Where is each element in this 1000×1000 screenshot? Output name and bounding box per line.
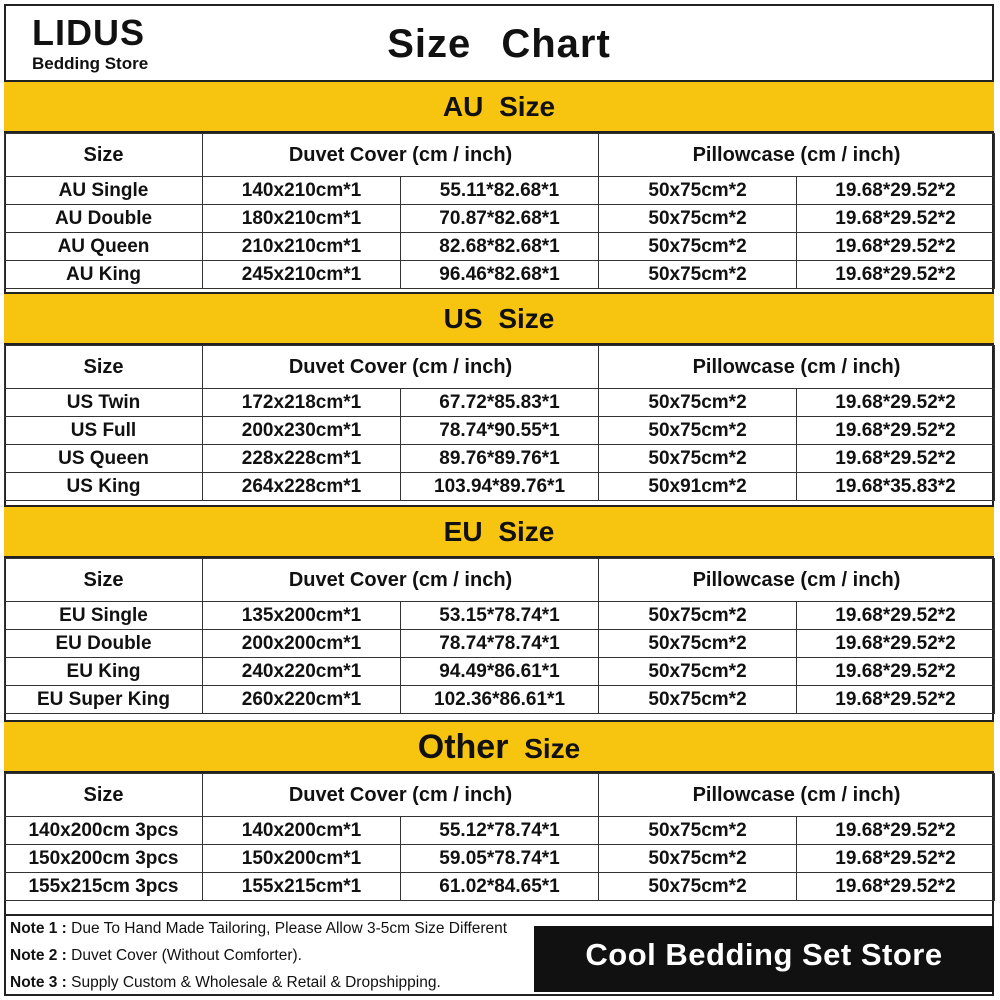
pillowcase-inch: 19.68*29.52*2 xyxy=(797,630,995,658)
table-row xyxy=(5,417,995,445)
duvet-inch: 96.46*82.68*1 xyxy=(401,261,599,289)
table-row xyxy=(5,389,995,417)
table-row xyxy=(5,873,995,901)
pillowcase-inch: 19.68*29.52*2 xyxy=(797,261,995,289)
size-name: AU Double xyxy=(5,205,203,233)
column-header-pillowcase: Pillowcase (cm / inch) xyxy=(599,774,995,817)
size-table xyxy=(4,345,995,501)
column-header-size: Size xyxy=(5,559,203,602)
table-row xyxy=(5,473,995,501)
pillowcase-cm: 50x91cm*2 xyxy=(599,473,797,501)
column-header-duvet: Duvet Cover (cm / inch) xyxy=(203,559,599,602)
pillowcase-cm: 50x75cm*2 xyxy=(599,845,797,873)
section-label: Size xyxy=(499,91,556,122)
table-row xyxy=(5,630,995,658)
column-header-duvet: Duvet Cover (cm / inch) xyxy=(203,134,599,177)
brand-name: LIDUS xyxy=(32,12,145,53)
pillowcase-inch: 19.68*29.52*2 xyxy=(797,602,995,630)
pillowcase-cm: 50x75cm*2 xyxy=(599,177,797,205)
promo-banner: Cool Bedding Set Store xyxy=(534,926,994,992)
size-name: US Full xyxy=(5,417,203,445)
duvet-inch: 55.11*82.68*1 xyxy=(401,177,599,205)
duvet-inch: 89.76*89.76*1 xyxy=(401,445,599,473)
duvet-inch: 78.74*90.55*1 xyxy=(401,417,599,445)
duvet-cm: 228x228cm*1 xyxy=(203,445,401,473)
page-header xyxy=(4,4,994,80)
pillowcase-inch: 19.68*29.52*2 xyxy=(797,817,995,845)
table-row xyxy=(5,261,995,289)
column-header-duvet: Duvet Cover (cm / inch) xyxy=(203,774,599,817)
duvet-cm: 135x200cm*1 xyxy=(203,602,401,630)
column-header-size: Size xyxy=(5,346,203,389)
size-section xyxy=(4,505,994,714)
duvet-inch: 78.74*78.74*1 xyxy=(401,630,599,658)
pillowcase-inch: 19.68*29.52*2 xyxy=(797,658,995,686)
duvet-inch: 94.49*86.61*1 xyxy=(401,658,599,686)
column-header-pillowcase: Pillowcase (cm / inch) xyxy=(599,559,995,602)
pillowcase-cm: 50x75cm*2 xyxy=(599,630,797,658)
size-name: US King xyxy=(5,473,203,501)
table-row xyxy=(5,177,995,205)
column-header-size: Size xyxy=(5,134,203,177)
table-row xyxy=(5,817,995,845)
section-region: US xyxy=(443,303,483,334)
duvet-inch: 70.87*82.68*1 xyxy=(401,205,599,233)
duvet-cm: 200x200cm*1 xyxy=(203,630,401,658)
pillowcase-inch: 19.68*29.52*2 xyxy=(797,233,995,261)
duvet-inch: 103.94*89.76*1 xyxy=(401,473,599,501)
pillowcase-inch: 19.68*29.52*2 xyxy=(797,417,995,445)
size-name: 140x200cm 3pcs xyxy=(5,817,203,845)
table-header-row xyxy=(5,774,995,817)
pillowcase-cm: 50x75cm*2 xyxy=(599,205,797,233)
note-text: Due To Hand Made Tailoring, Please Allow 3-5cm Size Different xyxy=(71,920,508,937)
pillowcase-inch: 19.68*29.52*2 xyxy=(797,389,995,417)
table-row xyxy=(5,233,995,261)
duvet-cm: 264x228cm*1 xyxy=(203,473,401,501)
duvet-cm: 155x215cm*1 xyxy=(203,873,401,901)
duvet-cm: 180x210cm*1 xyxy=(203,205,401,233)
size-name: AU Queen xyxy=(5,233,203,261)
pillowcase-inch: 19.68*35.83*2 xyxy=(797,473,995,501)
duvet-cm: 240x220cm*1 xyxy=(203,658,401,686)
column-header-duvet: Duvet Cover (cm / inch) xyxy=(203,346,599,389)
pillowcase-inch: 19.68*29.52*2 xyxy=(797,177,995,205)
note-3 xyxy=(10,974,441,992)
note-2 xyxy=(10,947,302,965)
duvet-cm: 150x200cm*1 xyxy=(203,845,401,873)
section-banner xyxy=(4,292,994,345)
section-label: Size xyxy=(498,516,555,547)
section-region: EU xyxy=(443,516,483,547)
duvet-inch: 82.68*82.68*1 xyxy=(401,233,599,261)
section-region: AU xyxy=(442,91,484,122)
table-row xyxy=(5,845,995,873)
pillowcase-cm: 50x75cm*2 xyxy=(599,817,797,845)
table-row xyxy=(5,445,995,473)
pillowcase-cm: 50x75cm*2 xyxy=(599,389,797,417)
duvet-inch: 53.15*78.74*1 xyxy=(401,602,599,630)
table-header-row xyxy=(5,346,995,389)
size-name: EU Double xyxy=(5,630,203,658)
note-label: Note 3 : xyxy=(10,974,67,991)
pillowcase-inch: 19.68*29.52*2 xyxy=(797,686,995,714)
duvet-cm: 140x210cm*1 xyxy=(203,177,401,205)
pillowcase-inch: 19.68*29.52*2 xyxy=(797,873,995,901)
section-banner xyxy=(4,80,994,133)
section-banner xyxy=(4,720,994,773)
size-section xyxy=(4,720,994,901)
size-name: 150x200cm 3pcs xyxy=(5,845,203,873)
size-name: EU King xyxy=(5,658,203,686)
duvet-cm: 245x210cm*1 xyxy=(203,261,401,289)
size-name: EU Super King xyxy=(5,686,203,714)
column-header-pillowcase: Pillowcase (cm / inch) xyxy=(599,134,995,177)
duvet-inch: 55.12*78.74*1 xyxy=(401,817,599,845)
section-banner xyxy=(4,505,994,558)
column-header-size: Size xyxy=(5,774,203,817)
size-section xyxy=(4,292,994,501)
size-section xyxy=(4,80,994,289)
duvet-inch: 102.36*86.61*1 xyxy=(401,686,599,714)
page-title: Size Chart xyxy=(387,22,611,66)
note-1 xyxy=(10,920,507,938)
pillowcase-cm: 50x75cm*2 xyxy=(599,445,797,473)
note-text: Duvet Cover (Without Comforter). xyxy=(71,947,302,964)
column-header-pillowcase: Pillowcase (cm / inch) xyxy=(599,346,995,389)
section-region: Other xyxy=(417,728,509,766)
note-text: Supply Custom & Wholesale & Retail & Dropshipping. xyxy=(71,974,441,991)
note-label: Note 1 : xyxy=(10,920,67,937)
size-name: AU Single xyxy=(5,177,203,205)
duvet-cm: 260x220cm*1 xyxy=(203,686,401,714)
size-name: US Twin xyxy=(5,389,203,417)
brand-subtitle: Bedding Store xyxy=(32,54,149,73)
duvet-inch: 61.02*84.65*1 xyxy=(401,873,599,901)
pillowcase-cm: 50x75cm*2 xyxy=(599,658,797,686)
table-row xyxy=(5,205,995,233)
duvet-cm: 200x230cm*1 xyxy=(203,417,401,445)
pillowcase-cm: 50x75cm*2 xyxy=(599,233,797,261)
note-label: Note 2 : xyxy=(10,947,67,964)
size-table xyxy=(4,773,995,901)
size-name: EU Single xyxy=(5,602,203,630)
table-row xyxy=(5,686,995,714)
pillowcase-cm: 50x75cm*2 xyxy=(599,261,797,289)
pillowcase-inch: 19.68*29.52*2 xyxy=(797,205,995,233)
pillowcase-inch: 19.68*29.52*2 xyxy=(797,845,995,873)
size-table xyxy=(4,133,995,289)
pillowcase-cm: 50x75cm*2 xyxy=(599,417,797,445)
pillowcase-inch: 19.68*29.52*2 xyxy=(797,445,995,473)
duvet-inch: 59.05*78.74*1 xyxy=(401,845,599,873)
table-header-row xyxy=(5,559,995,602)
duvet-cm: 210x210cm*1 xyxy=(203,233,401,261)
table-row xyxy=(5,602,995,630)
table-header-row xyxy=(5,134,995,177)
pillowcase-cm: 50x75cm*2 xyxy=(599,873,797,901)
size-name: US Queen xyxy=(5,445,203,473)
table-row xyxy=(5,658,995,686)
pillowcase-cm: 50x75cm*2 xyxy=(599,686,797,714)
size-name: AU King xyxy=(5,261,203,289)
section-label: Size xyxy=(524,733,581,764)
pillowcase-cm: 50x75cm*2 xyxy=(599,602,797,630)
size-name: 155x215cm 3pcs xyxy=(5,873,203,901)
duvet-inch: 67.72*85.83*1 xyxy=(401,389,599,417)
duvet-cm: 172x218cm*1 xyxy=(203,389,401,417)
section-label: Size xyxy=(498,303,555,334)
size-table xyxy=(4,558,995,714)
duvet-cm: 140x200cm*1 xyxy=(203,817,401,845)
